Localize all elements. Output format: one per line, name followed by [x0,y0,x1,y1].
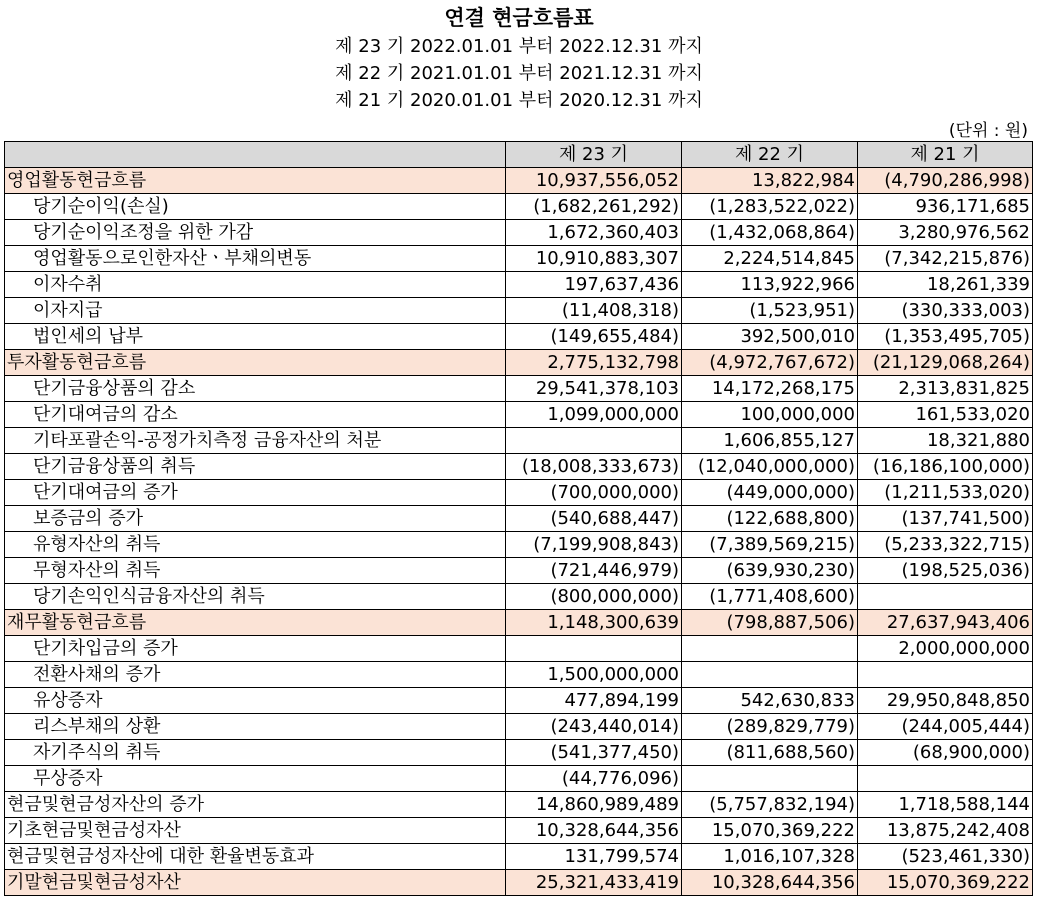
amount-cell: (798,887,506) [682,610,858,636]
amount-cell: 2,775,132,798 [506,350,682,376]
amount-cell: (137,741,500) [858,506,1033,532]
amount-cell: (330,333,003) [858,298,1033,324]
amount-cell: 14,172,268,175 [682,376,858,402]
table-row [5,298,1033,324]
amount-cell: 542,630,833 [682,688,858,714]
amount-cell: 18,321,880 [858,428,1033,454]
cash-flow-table [4,141,1033,896]
row-label: 무형자산의 취득 [5,558,506,584]
amount-cell: 29,950,848,850 [858,688,1033,714]
header-row [5,142,1033,168]
column-header: 제 22 기 [682,142,858,168]
amount-cell: (44,776,096) [506,766,682,792]
amount-cell: 10,910,883,307 [506,246,682,272]
row-label: 유형자산의 취득 [5,532,506,558]
period-line: 제 22 기 2021.01.01 부터 2021.12.31 까지 [335,63,703,84]
row-label: 단기대여금의 감소 [5,402,506,428]
row-label: 법인세의 납부 [5,324,506,350]
row-label: 영업활동현금흐름 [5,168,506,194]
amount-cell: 100,000,000 [682,402,858,428]
row-label: 기말현금및현금성자산 [5,870,506,896]
amount-cell: 113,922,966 [682,272,858,298]
amount-cell: 392,500,010 [682,324,858,350]
table-row [5,506,1033,532]
amount-cell: 2,000,000,000 [858,636,1033,662]
amount-cell: 14,860,989,489 [506,792,682,818]
row-label: 단기차입금의 증가 [5,636,506,662]
column-header [5,142,506,168]
table-row [5,766,1033,792]
amount-cell: (449,000,000) [682,480,858,506]
amount-cell: (7,342,215,876) [858,246,1033,272]
table-row [5,194,1033,220]
amount-cell: (18,008,333,673) [506,454,682,480]
amount-cell: 1,016,107,328 [682,844,858,870]
row-label: 당기순이익조정을 위한 가감 [5,220,506,246]
table-row [5,714,1033,740]
row-label: 현금및현금성자산에 대한 환율변동효과 [5,844,506,870]
amount-cell: 10,937,556,052 [506,168,682,194]
amount-cell: 18,261,339 [858,272,1033,298]
amount-cell [682,636,858,662]
amount-cell: 161,533,020 [858,402,1033,428]
amount-cell: (540,688,447) [506,506,682,532]
row-label: 전환사채의 증가 [5,662,506,688]
amount-cell: (7,199,908,843) [506,532,682,558]
amount-cell: 1,672,360,403 [506,220,682,246]
amount-cell: 10,328,644,356 [682,870,858,896]
row-label: 투자활동현금흐름 [5,350,506,376]
amount-cell: (68,900,000) [858,740,1033,766]
amount-cell: (21,129,068,264) [858,350,1033,376]
row-label: 이자수취 [5,272,506,298]
table-row [5,688,1033,714]
column-header: 제 23 기 [506,142,682,168]
amount-cell: (4,790,286,998) [858,168,1033,194]
amount-cell: (12,040,000,000) [682,454,858,480]
row-label: 재무활동현금흐름 [5,610,506,636]
period-line: 제 21 기 2020.01.01 부터 2020.12.31 까지 [335,90,703,111]
unit-label: (단위 : 원) [948,121,1028,141]
amount-cell: 197,637,436 [506,272,682,298]
amount-cell: (149,655,484) [506,324,682,350]
row-label: 기타포괄손익-공정가치측정 금융자산의 처분 [5,428,506,454]
amount-cell: 3,280,976,562 [858,220,1033,246]
table-row [5,376,1033,402]
row-label: 현금및현금성자산의 증가 [5,792,506,818]
amount-cell: (5,757,832,194) [682,792,858,818]
table-row [5,584,1033,610]
amount-cell: 936,171,685 [858,194,1033,220]
amount-cell: (800,000,000) [506,584,682,610]
table-row [5,402,1033,428]
amount-cell: (11,408,318) [506,298,682,324]
period-line: 제 23 기 2022.01.01 부터 2022.12.31 까지 [335,36,703,57]
amount-cell: 10,328,644,356 [506,818,682,844]
amount-cell: (523,461,330) [858,844,1033,870]
table-row [5,272,1033,298]
amount-cell: 131,799,574 [506,844,682,870]
table-row [5,740,1033,766]
amount-cell: (7,389,569,215) [682,532,858,558]
row-label: 기초현금및현금성자산 [5,818,506,844]
table-row [5,246,1033,272]
amount-cell: (289,829,779) [682,714,858,740]
amount-cell: (244,005,444) [858,714,1033,740]
row-label: 이자지급 [5,298,506,324]
table-row [5,532,1033,558]
table-row [5,350,1033,376]
amount-cell: (1,211,533,020) [858,480,1033,506]
table-row [5,870,1033,896]
amount-cell: (541,377,450) [506,740,682,766]
table-row [5,168,1033,194]
amount-cell [858,766,1033,792]
amount-cell: (1,771,408,600) [682,584,858,610]
table-row [5,454,1033,480]
table-row [5,558,1033,584]
table-row [5,220,1033,246]
column-header: 제 21 기 [858,142,1033,168]
amount-cell: (16,186,100,000) [858,454,1033,480]
row-label: 단기금융상품의 취득 [5,454,506,480]
table-row [5,818,1033,844]
amount-cell: 15,070,369,222 [858,870,1033,896]
amount-cell [682,766,858,792]
amount-cell: (1,432,068,864) [682,220,858,246]
amount-cell: 15,070,369,222 [682,818,858,844]
table-row [5,792,1033,818]
table-row [5,480,1033,506]
amount-cell [506,636,682,662]
amount-cell: 1,718,588,144 [858,792,1033,818]
amount-cell: (4,972,767,672) [682,350,858,376]
row-label: 당기손익인식금융자산의 취득 [5,584,506,610]
row-label: 보증금의 증가 [5,506,506,532]
amount-cell [682,662,858,688]
amount-cell: 2,224,514,845 [682,246,858,272]
amount-cell: (243,440,014) [506,714,682,740]
amount-cell: 29,541,378,103 [506,376,682,402]
table-row [5,662,1033,688]
amount-cell: 25,321,433,419 [506,870,682,896]
amount-cell: 477,894,199 [506,688,682,714]
amount-cell: 1,606,855,127 [682,428,858,454]
amount-cell: 1,148,300,639 [506,610,682,636]
amount-cell: (639,930,230) [682,558,858,584]
amount-cell: (1,523,951) [682,298,858,324]
row-label: 무상증자 [5,766,506,792]
row-label: 단기금융상품의 감소 [5,376,506,402]
amount-cell: 1,500,000,000 [506,662,682,688]
row-label: 리스부채의 상환 [5,714,506,740]
statement-title: 연결 현금흐름표 [444,6,594,30]
amount-cell: 13,875,242,408 [858,818,1033,844]
table-row [5,324,1033,350]
amount-cell: (721,446,979) [506,558,682,584]
amount-cell: 2,313,831,825 [858,376,1033,402]
amount-cell: (700,000,000) [506,480,682,506]
amount-cell [858,584,1033,610]
amount-cell: (1,353,495,705) [858,324,1033,350]
amount-cell [858,662,1033,688]
row-label: 자기주식의 취득 [5,740,506,766]
amount-cell: 27,637,943,406 [858,610,1033,636]
amount-cell: (811,688,560) [682,740,858,766]
amount-cell: (198,525,036) [858,558,1033,584]
amount-cell: (5,233,322,715) [858,532,1033,558]
row-label: 영업활동으로인한자산ㆍ부채의변동 [5,246,506,272]
amount-cell: 13,822,984 [682,168,858,194]
amount-cell [506,428,682,454]
row-label: 유상증자 [5,688,506,714]
row-label: 단기대여금의 증가 [5,480,506,506]
amount-cell: (1,682,261,292) [506,194,682,220]
amount-cell: 1,099,000,000 [506,402,682,428]
table-row [5,636,1033,662]
table-row [5,610,1033,636]
amount-cell: (122,688,800) [682,506,858,532]
row-label: 당기순이익(손실) [5,194,506,220]
amount-cell: (1,283,522,022) [682,194,858,220]
table-row [5,428,1033,454]
table-row [5,844,1033,870]
